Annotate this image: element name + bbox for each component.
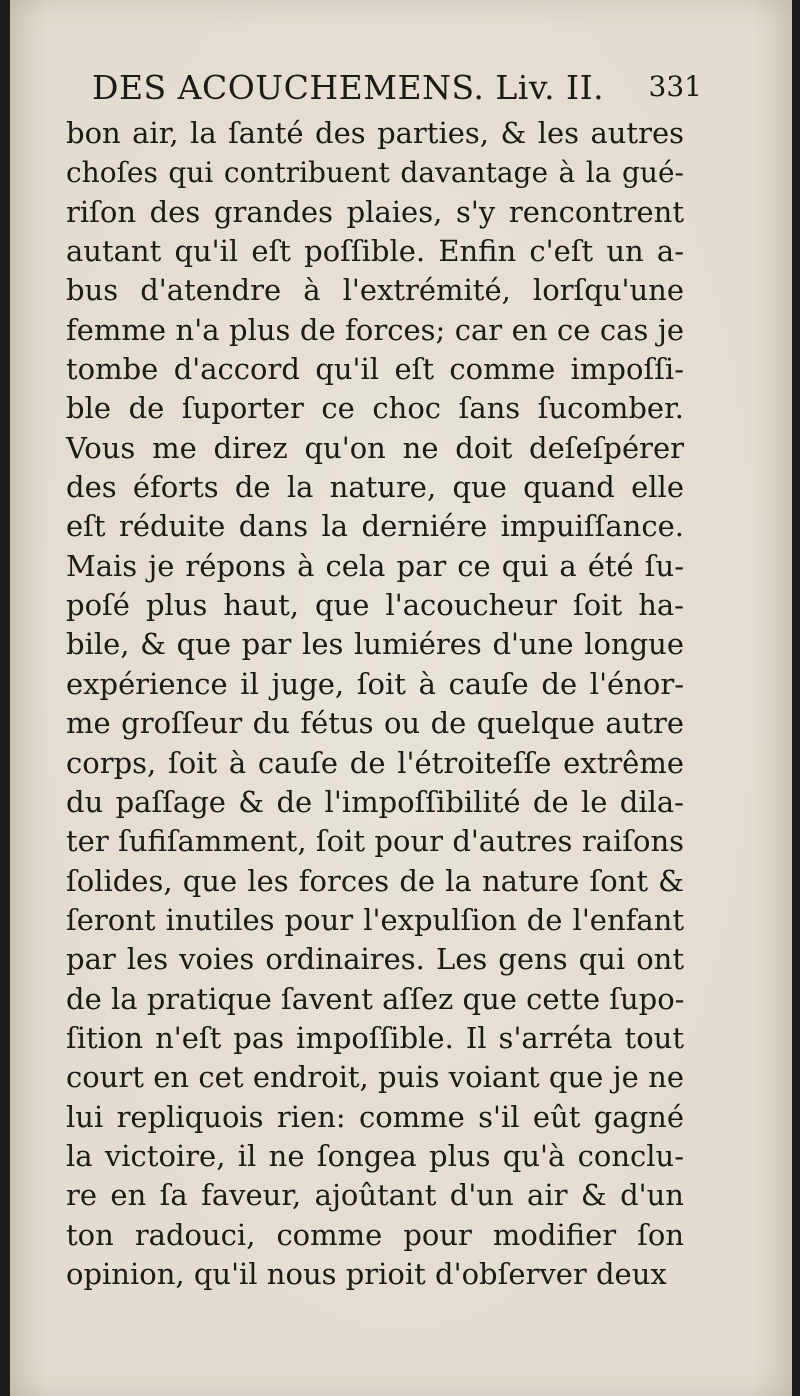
text-line: des éforts de la nature, que quand elle (66, 470, 684, 505)
book-page (10, 0, 792, 1396)
text-line: expérience il juge, ſoit à cauſe de l'énor- (66, 666, 684, 701)
body-text (66, 114, 684, 1294)
page-number: 331 (648, 70, 702, 103)
page-header (92, 68, 702, 118)
text-line: Mais je répons à cela par ce qui a été ſu- (66, 548, 684, 583)
text-line: femme n'a plus de forces; car en ce cas je (66, 312, 684, 347)
text-line: par les voies ordinaires. Les gens qui ont (66, 942, 684, 977)
text-line: opinion, qu'il nous prioit d'obſerver deux (66, 1256, 667, 1291)
text-line: ton radouci, comme pour modifier ſon (66, 1217, 684, 1252)
text-line: riſon des grandes plaies, s'y rencontrent (66, 194, 684, 229)
text-line: la victoire, il ne ſongea plus qu'à conclu- (66, 1138, 684, 1173)
text-line: ſeront inutiles pour l'expulſion de l'enfant (66, 902, 684, 937)
text-line: bile, & que par les lumiéres d'une longue (66, 627, 684, 662)
text-line: autant qu'il eſt poſſible. Enfin c'eſt un a- (66, 234, 684, 269)
text-line: court en cet endroit, puis voiant que je ne (66, 1060, 684, 1095)
text-line: corps, ſoit à cauſe de l'étroiteſſe extrême (66, 745, 684, 780)
text-line: eſt réduite dans la derniére impuiſſance. (66, 509, 684, 544)
text-line: lui repliquois rien: comme s'il eût gagné (66, 1099, 684, 1134)
text-line: bus d'atendre à l'extrémité, lorſqu'une (66, 273, 684, 308)
text-line: ter ſufiſamment, ſoit pour d'autres raiſons (66, 824, 684, 859)
text-line: tombe d'accord qu'il eſt comme impoſſi- (66, 352, 684, 387)
text-line: ble de ſuporter ce choc ſans ſucomber. (66, 391, 684, 426)
text-line: du paſſage & de l'impoſſibilité de le dila- (66, 784, 684, 819)
text-line: bon air, la ſanté des parties, & les autres (66, 116, 684, 150)
text-line: me groſſeur du fétus ou de quelque autre (66, 706, 684, 741)
text-line: choſes qui contribuent davantage à la gué- (66, 156, 684, 190)
text-line: de la pratique ſavent aſſez que cette ſupo- (66, 981, 685, 1016)
text-line: poſé plus haut, que l'acoucheur ſoit ha- (66, 588, 684, 623)
text-line: Vous me direz qu'on ne doit deſeſpérer (66, 430, 684, 465)
text-line: ſolides, que les forces de la nature ſont & (66, 863, 684, 898)
running-title: DES ACOUCHEMENS. Liv. II. (92, 68, 605, 107)
text-line: re en ſa faveur, ajoûtant d'un air & d'un (66, 1178, 684, 1213)
text-line: ſition n'eſt pas impoſſible. Il s'arréta tout (66, 1020, 684, 1055)
